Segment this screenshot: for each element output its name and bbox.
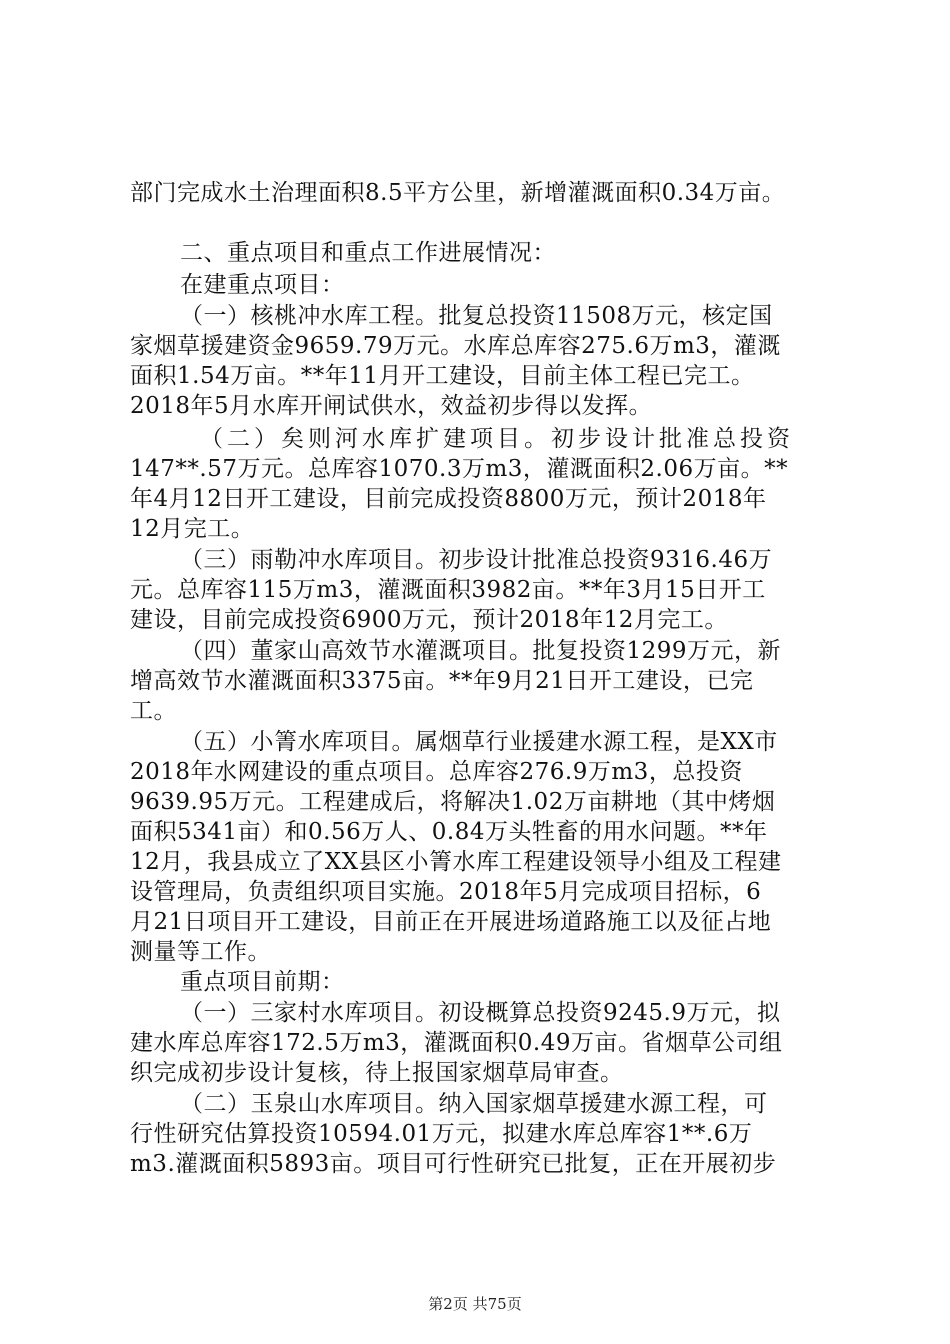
page-number: 第2页 共75页 bbox=[428, 1295, 522, 1313]
text-line: 面积5341亩）和0.56万人、0.84万头牲畜的用水问题。**年 bbox=[130, 819, 768, 845]
text-line: 测量等工作。 bbox=[130, 939, 271, 965]
text-line: 2018年5月水库开闸试供水，效益初步得以发挥。 bbox=[130, 393, 653, 419]
text-line: 建水库总库容172.5万m3，灌溉面积0.49万亩。省烟草公司组 bbox=[130, 1030, 783, 1056]
text-line: 部门完成水土治理面积8.5平方公里，新增灌溉面积0.34万亩。 bbox=[130, 180, 786, 206]
text-line: m3.灌溉面积5893亩。项目可行性研究已批复，正在开展初步 bbox=[130, 1151, 777, 1177]
text-line: 12月，我县成立了XX县区小箐水库工程建设领导小组及工程建 bbox=[130, 849, 782, 875]
text-line: （四）董家山高效节水灌溉项目。批复投资1299万元，新 bbox=[180, 638, 782, 664]
text-line: 工。 bbox=[130, 698, 177, 724]
text-line: 建设，目前完成投资6900万元，预计2018年12月完工。 bbox=[130, 607, 728, 633]
text-line: （一）核桃冲水库工程。批复总投资11508万元，核定国 bbox=[180, 303, 773, 329]
text-line: （五）小箐水库项目。属烟草行业援建水源工程，是XX市 bbox=[180, 729, 778, 755]
text-line: 织完成初步设计复核，待上报国家烟草局审查。 bbox=[130, 1060, 624, 1086]
text-line: 月21日项目开工建设，目前正在开展进场道路施工以及征占地 bbox=[130, 909, 772, 935]
text-line: 行性研究估算投资10594.01万元，拟建水库总库容1**.6万 bbox=[130, 1121, 753, 1147]
text-line: 家烟草援建资金9659.79万元。水库总库容275.6万m3，灌溉 bbox=[130, 333, 781, 359]
text-line: （二）矣则河水库扩建项目。初步设计批准总投资 bbox=[200, 426, 794, 452]
text-line: （二）玉泉山水库项目。纳入国家烟草援建水源工程，可 bbox=[180, 1091, 768, 1117]
text-line: 12月完工。 bbox=[130, 516, 255, 542]
text-line: 增高效节水灌溉面积3375亩。**年9月21日开工建设，已完 bbox=[130, 668, 754, 694]
text-line: 元。总库容115万m3，灌溉面积3982亩。**年3月15日开工 bbox=[130, 577, 766, 603]
text-line: （一）三家村水库项目。初设概算总投资9245.9万元，拟 bbox=[180, 1000, 781, 1026]
subsection-heading: 在建重点项目： bbox=[180, 272, 345, 298]
text-line: 147**.57万元。总库容1070.3万m3，灌溉面积2.06万亩。** bbox=[130, 456, 789, 482]
text-line: 面积1.54万亩。**年11月开工建设，目前主体工程已完工。 bbox=[130, 363, 755, 389]
subsection-heading: 重点项目前期： bbox=[180, 969, 345, 995]
section-heading: 二、重点项目和重点工作进展情况： bbox=[180, 240, 556, 266]
text-line: （三）雨勒冲水库项目。初步设计批准总投资9316.46万 bbox=[180, 547, 773, 573]
text-line: 年4月12日开工建设，目前完成投资8800万元，预计2018年 bbox=[130, 486, 767, 512]
text-line: 2018年水网建设的重点项目。总库容276.9万m3，总投资 bbox=[130, 759, 743, 785]
text-line: 设管理局，负责组织项目实施。2018年5月完成项目招标，6 bbox=[130, 879, 762, 905]
text-line: 9639.95万元。工程建成后，将解决1.02万亩耕地（其中烤烟 bbox=[130, 789, 776, 815]
